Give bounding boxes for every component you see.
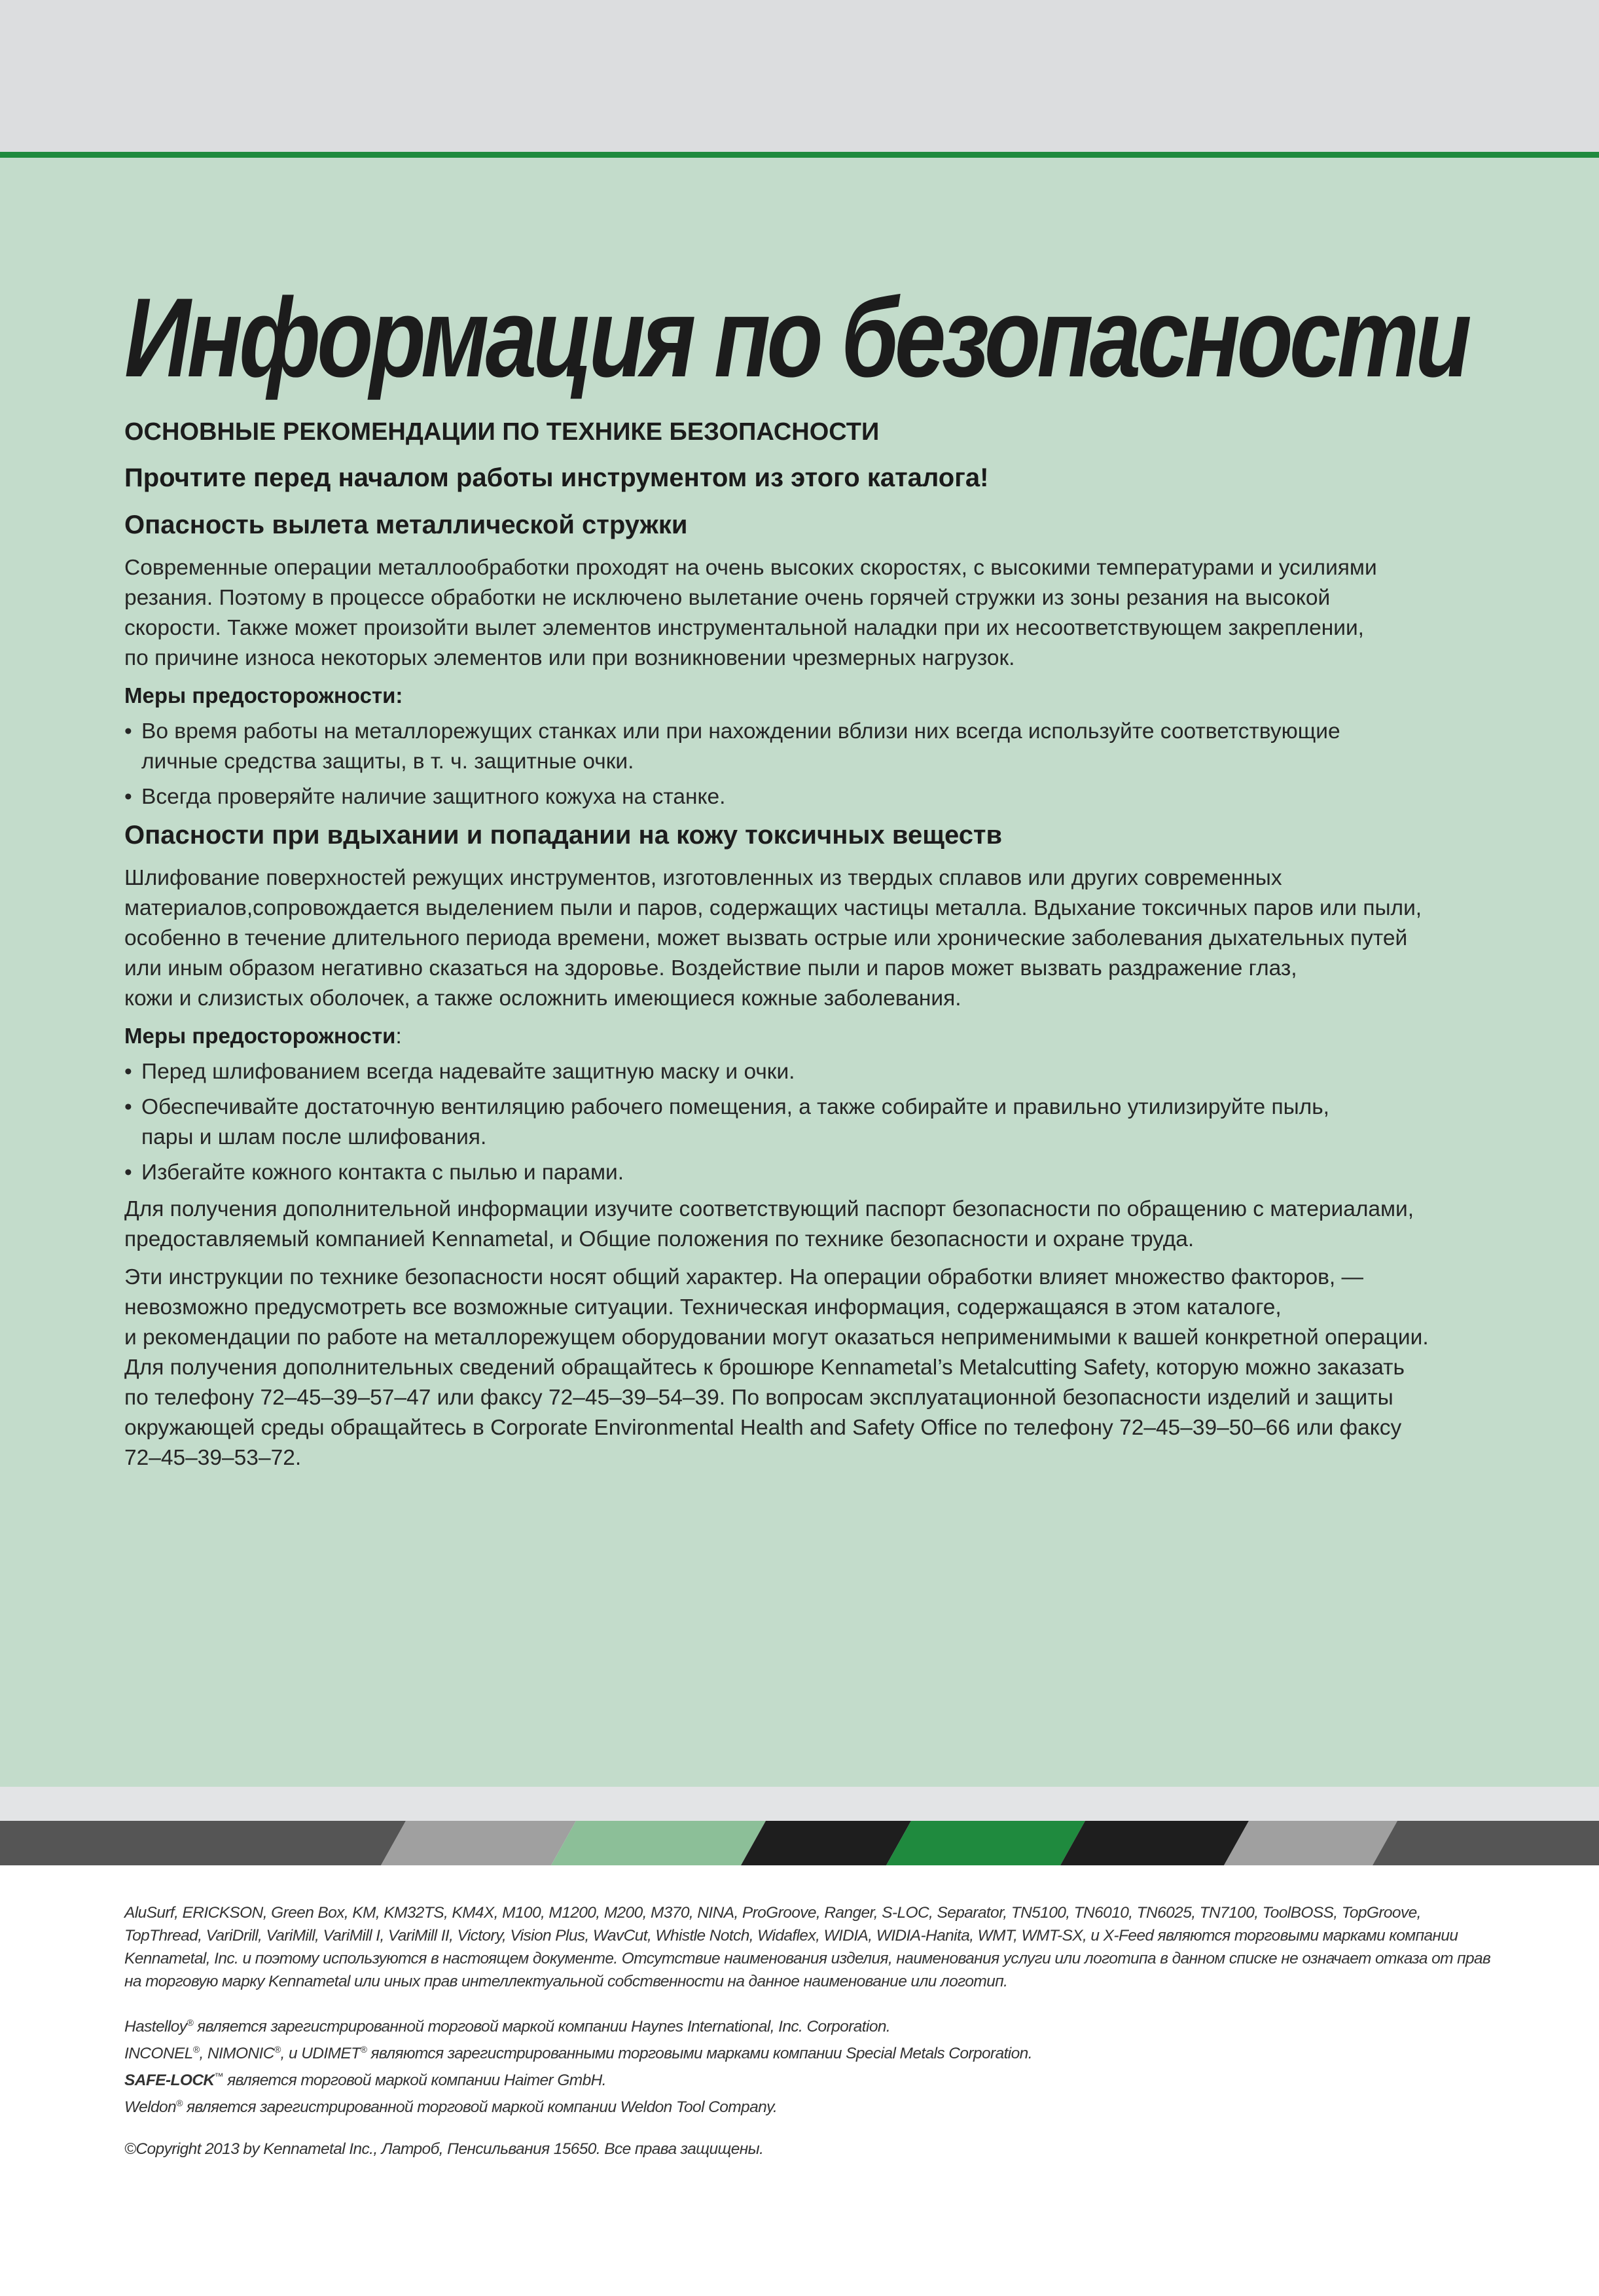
section1-bullets [124,717,1479,812]
section1-paragraph: Современные операции металлообработки проходят на очень высоких скоростях, с высокими температурами и усилиями резания. Поэтому в процессе обработки не исключено вылетание очень горячей стружки из зоны резания на высокой скорости. Также может произойти вылет элементов инструментальной наладки при их несоответствующем закреплении, по причине износа некоторых элементов или при возникновении чрезмерных нагрузок. [124,555,1377,670]
decorative-stripe-band [0,1821,1599,1865]
precautions-label: Меры предосторожности: [124,1023,402,1048]
safelock-note: SAFE-LOCK™ является торговой маркой компании Haimer GmbH. [124,2071,606,2090]
general-instructions-paragraph: Эти инструкции по технике безопасности носят общий характер. На операции обработки влияет множество факторов, — невозможно предусмотреть все возможные ситуации. Техническая информация, содержащаяся в этом каталоге, и рекомендации по работе на металлорежущем оборудовании могут оказаться неприменимыми к вашей конкретной операции. Для получения дополнительных сведений обращайтесь к брошюре Kennametal’s Metalcutting Safety, которую можно заказать по телефону 72–45–39–57–47 или факсу 72–45–39–54–39. По вопросам эксплуатационной безопасности изделий и защиты окружающей среды обращайтесь в Corporate Environmental Health and Safety Office по телефону 72–45–39–50–66 или факсу 72–45–39–53–72. [124,1265,1429,1470]
section-heading-metal-chips: Опасность вылета металлической стружки [124,510,688,539]
copyright-note: ©Copyright 2013 by Kennametal Inc., Латроб, Пенсильвания 15650. Все права защищены. [124,2140,764,2158]
header-band [0,0,1599,152]
list-item: • Перед шлифованием всегда надевайте защитную маску и очки. [124,1057,1479,1087]
stripe-black-2 [1060,1821,1249,1865]
hastelloy-note: Hastelloy® является зарегистрированной торговой маркой компании Haynes International, Inc. Corporation. [124,2017,891,2036]
section2-bullets [124,1057,1479,1188]
list-item: • Всегда проверяйте наличие защитного кожуха на станке. [124,782,1479,812]
section2-paragraph: Шлифование поверхностей режущих инструментов, изготовленных из твердых сплавов или других современных материалов,сопровождается выделением пыли и паров, содержащих частицы металла. Вдыхание токсичных паров или пыли, особенно в течение длительного периода времени, может вызвать острые или хронические заболевания дыхательных путей или иным образом негативно сказаться на здоровье. Воздействие пыли и паров может вызвать раздражение глаз, кожи и слизистых оболочек, а также осложнить имеющиеся кожные заболевания. [124,865,1422,1011]
additional-info-paragraph: Для получения дополнительной информации изучите соответствующий паспорт безопасности по обращению с материалами, предоставляемый компанией Kennametal, и Общие положения по технике безопасности и охране труда. [124,1196,1414,1251]
list-item: • Во время работы на металлорежущих станках или при нахождении вблизи них всегда используйте соответствующие личные средства защиты, в т. ч. защитные очки. [124,717,1479,777]
stripe-green [886,1821,1085,1865]
read-before-subtitle: Прочтите перед началом работы инструментом из этого каталога! [124,463,989,492]
precautions-label: Меры предосторожности: [124,683,403,708]
caps-subtitle: ОСНОВНЫЕ РЕКОМЕНДАЦИИ ПО ТЕХНИКЕ БЕЗОПАСНОСТИ [124,418,880,446]
stripe-light-green [551,1821,766,1865]
inconel-note: INCONEL®, NIMONIC®, и UDIMET® являются зарегистрированными торговыми марками компании Special Metals Corporation. [124,2044,1032,2063]
list-item: • Обеспечивайте достаточную вентиляцию рабочего помещения, а также собирайте и правильно утилизируйте пыль, пары и шлам после шлифования. [124,1092,1479,1153]
stripe-mid-gray [381,1821,576,1865]
weldon-note: Weldon® является зарегистрированной торговой маркой компании Weldon Tool Company. [124,2098,778,2117]
header-green-rule [0,152,1599,158]
page-title: Информация по безопасности [124,275,1468,401]
list-item: • Избегайте кожного контакта с пылью и парами. [124,1158,1479,1188]
main-content [124,275,1479,1481]
stripe-mid-gray-2 [1224,1821,1397,1865]
trademark-list: AluSurf, ERICKSON, Green Box, KM, KM32TS, KM4X, M100, M1200, M200, M370, NINA, ProGroove, Ranger, S-LOC, Separator, TN5100, TN6010, TN6025, TN7100, ToolBOSS, TopGroove, TopThread, VariDrill, VariMill, VariMill I, VariMill II, Victory, Vision Plus, WavCut, Whistle Notch, Widaflex, WIDIA, WIDIA-Hanita, WMT, WMT-SX, и X-Feed являются торговыми марками компании Kennametal, Inc. и поэтому используются в настоящем документе. Отсутствие наименования изделия, наименования услуги или логотипа в данном списке не означает отказа от прав на торговую марку Kennametal или иных прав интеллектуальной собственности на данное наименование или логотип. [124,1904,1491,1990]
stripe-black [741,1821,911,1865]
section-heading-toxic: Опасности при вдыхании и попадании на кожу токсичных веществ [124,820,1003,850]
panel-bottom-strip [0,1787,1599,1821]
stripe-dark-gray [0,1821,406,1865]
stripe-dark-gray-2 [1373,1821,1599,1865]
trademark-footer [124,1901,1499,2161]
